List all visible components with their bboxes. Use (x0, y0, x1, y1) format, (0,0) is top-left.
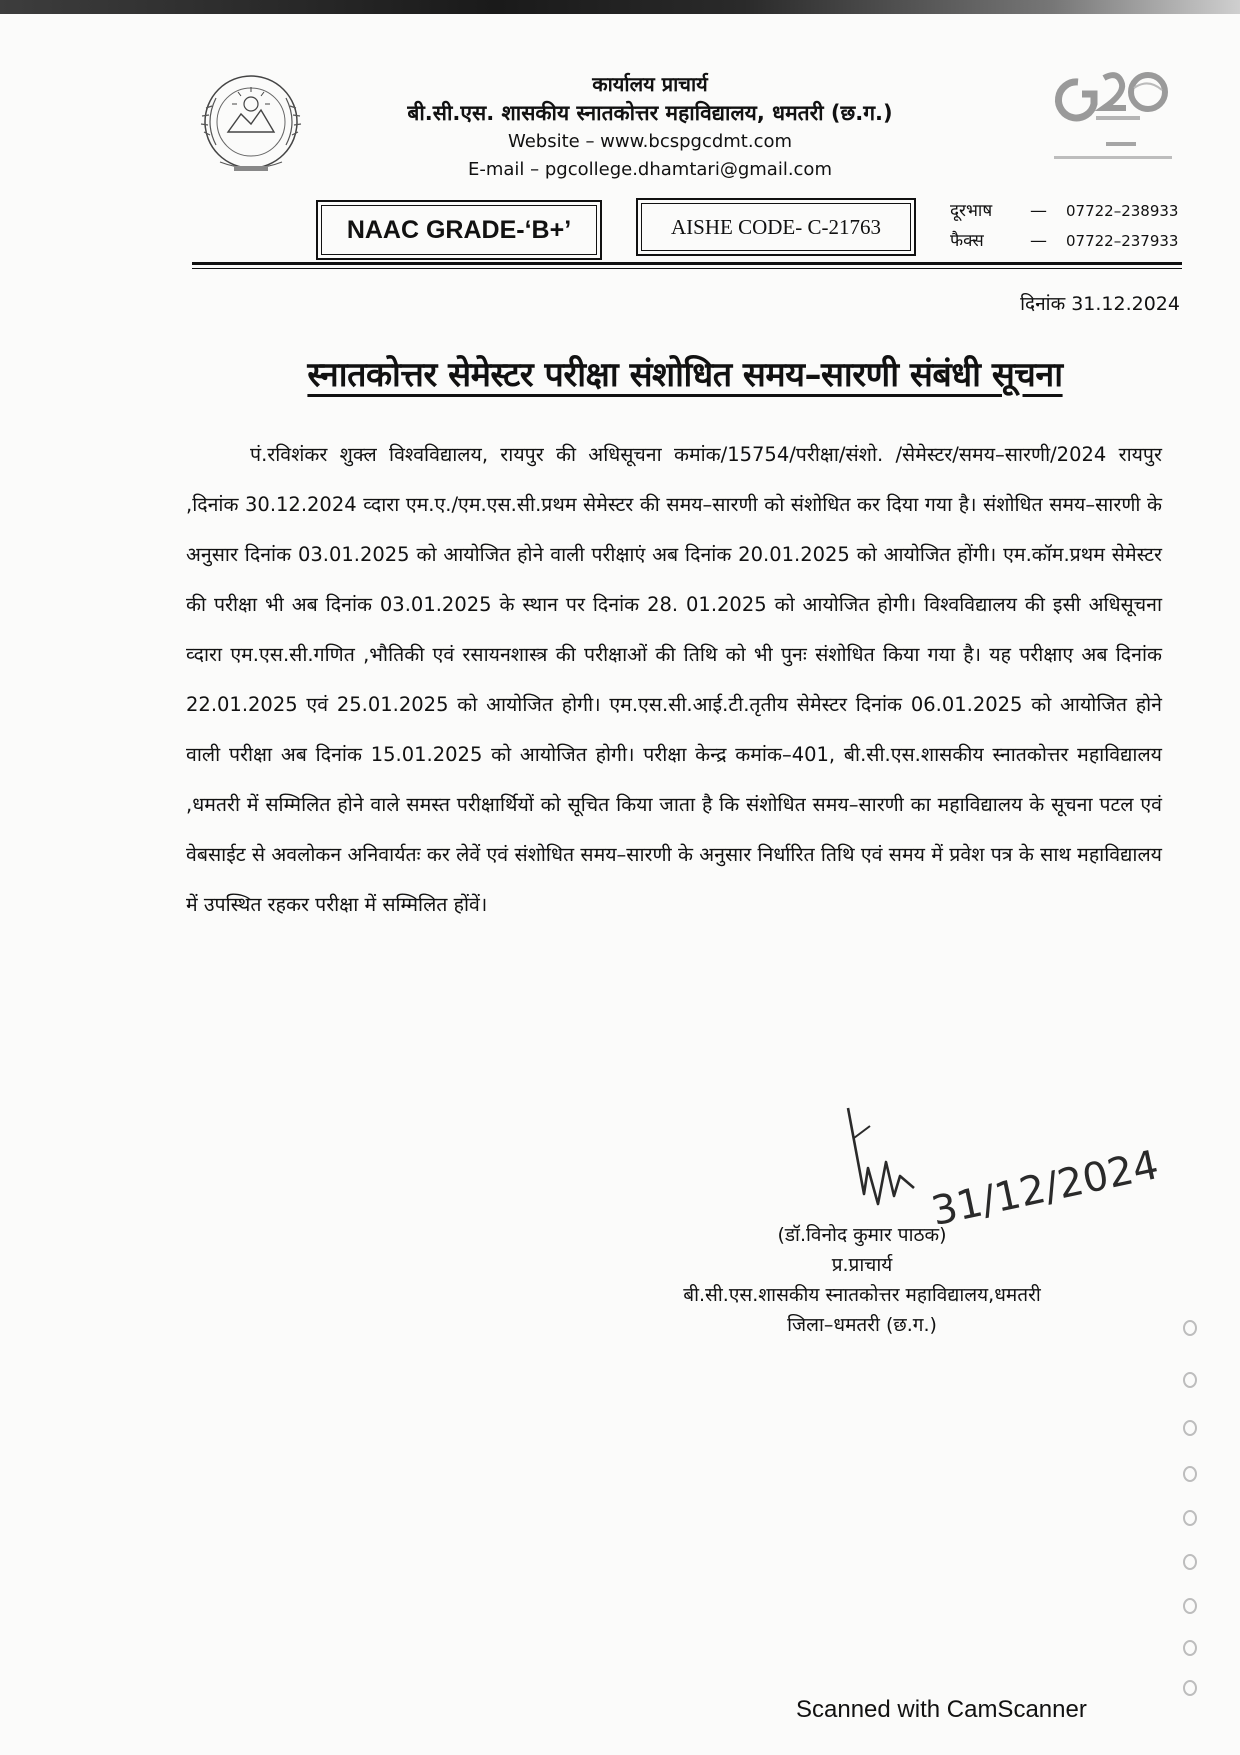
notice-date: दिनांक 31.12.2024 (1020, 293, 1180, 315)
email-line: E-mail – pgcollege.dhamtari@gmail.com (468, 159, 832, 180)
website-line: Website – www.bcspgcdmt.com (507, 131, 793, 152)
binder-holes (1176, 1318, 1206, 1698)
phone-row (950, 196, 1190, 226)
notice-body: पं.रविशंकर शुक्ल विश्वविद्यालय, रायपुर की अधिसूचना कमांक/15754/परीक्षा/संशो. /सेमेस्टर/समय–सारणी/2024 रायपुर ,दिनांक 30.12.2024 व्दारा एम.ए./एम.एस.सी.प्रथम सेमेस्टर की समय–सारणी को संशोधित कर दिया गया है। संशोधित समय–सारणी के अनुसार दिनांक 03.01.2025 को आयोजित होने वाली परीक्षाएं अब दिनांक 20.01.2025 को आयोजित होंगी। एम.कॉम.प्रथम सेमेस्टर की परीक्षा भी अब दिनांक 03.01.2025 के स्थान पर दिनांक 28. 01.2025 को आयोजित होगी। विश्वविद्यालय की इसी अधिसूचना व्दारा एम.एस.सी.गणित ,भौतिकी एवं रसायनशास्त्र की परीक्षाओं की तिथि को भी पुनः संशोधित किया गया है। यह परीक्षाए अब दिनांक 22.01.2025 एवं 25.01.2025 को आयोजित होगी। एम.एस.सी.आई.टी.तृतीय सेमेस्टर दिनांक 06.01.2025 को आयोजित होने वाली परीक्षा अब दिनांक 15.01.2025 को आयोजित होगी। परीक्षा केन्द्र कमांक–401, बी.सी.एस.शासकीय स्नातकोत्तर महाविद्यालय ,धमतरी में सम्मिलित होने वाले समस्त परीक्षार्थियों को सूचित किया जाता है कि संशोधित समय–सारणी का महाविद्यालय के सूचना पटल एवं वेबसाईट से अवलोकन अनिवार्यतः कर लेवें एवं संशोधित समय–सारणी के अनुसार निर्धारित तिथि एवं समय में प्रवेश पत्र के साथ महाविद्यालय में उपस्थित रहकर परीक्षा में सम्मिलित होंवें। (186, 443, 1162, 916)
college-name: बी.सी.एस. शासकीय स्नातकोत्तर महाविद्यालय, धमतरी (छ.ग.) (407, 101, 893, 125)
handwritten-date: 31/12/2024 (927, 1142, 1163, 1236)
signatory-name: (डॉ.विनोद कुमार पाठक) (777, 1224, 947, 1246)
fax-label: फैक्स (950, 231, 984, 251)
naac-grade-box: NAAC GRADE-‘B+’ (316, 200, 602, 260)
phone-number: 07722–238933 (1066, 202, 1179, 220)
handwritten-signature-icon (834, 1098, 1163, 1238)
office-title: कार्यालय प्राचार्य (592, 72, 708, 96)
header-divider (192, 262, 1182, 265)
camscanner-watermark: Scanned with CamScanner (796, 1696, 1087, 1723)
signatory-district: जिला–धमतरी (छ.ग.) (787, 1314, 937, 1336)
letterhead (350, 70, 950, 184)
phone-label: दूरभाष (950, 201, 993, 221)
signatory-college: बी.सी.एस.शासकीय स्नातकोत्तर महाविद्यालय,धमतरी (683, 1284, 1041, 1306)
g20-logo-icon (1048, 62, 1178, 174)
notice-title: स्नातकोत्तर सेमेस्टर परीक्षा संशोधित समय–सारणी संबंधी सूचना (307, 355, 1063, 395)
contact-block (950, 196, 1190, 256)
signature-block (612, 1220, 1112, 1340)
header-divider-thin (192, 268, 1182, 269)
separator: — (1030, 201, 1047, 221)
aishe-code-box: AISHE CODE- C-21763 (636, 198, 916, 256)
scan-edge-band (0, 0, 1240, 14)
fax-number: 07722–237933 (1066, 232, 1179, 250)
separator: — (1030, 231, 1047, 251)
fax-row (950, 226, 1190, 256)
signatory-designation: प्र.प्राचार्य (831, 1254, 893, 1276)
college-seal-icon (196, 70, 306, 182)
